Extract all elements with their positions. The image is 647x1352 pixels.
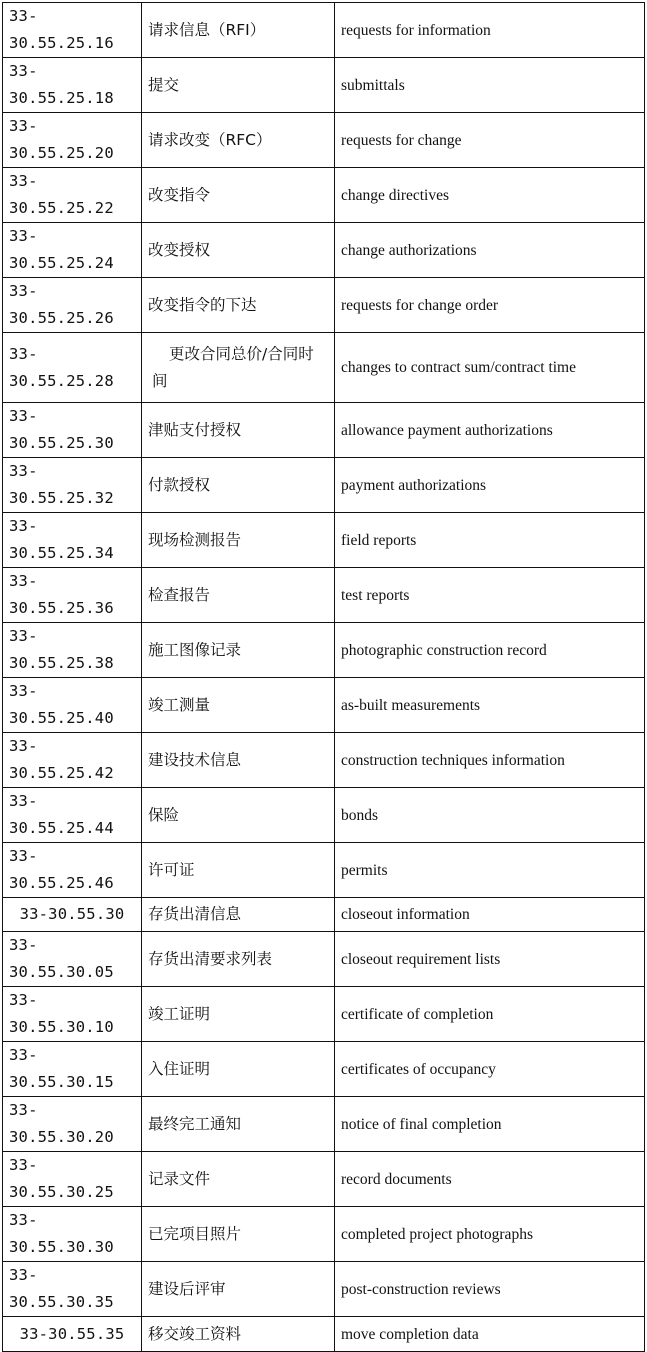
table-row	[3, 1262, 645, 1317]
chinese-term-cell: 移交竣工资料	[142, 1317, 335, 1352]
table-row	[3, 1097, 645, 1152]
table-row	[3, 1152, 645, 1207]
chinese-term-cell: 改变指令的下达	[142, 278, 335, 333]
code-cell: 33-30.55.25.28	[3, 333, 142, 403]
code-cell: 33-30.55.25.44	[3, 788, 142, 843]
chinese-term-cell: 请求信息（RFI）	[142, 3, 335, 58]
table-row	[3, 278, 645, 333]
english-term-cell: notice of final completion	[335, 1097, 645, 1152]
english-term-cell: as-built measurements	[335, 678, 645, 733]
chinese-term-cell: 付款授权	[142, 458, 335, 513]
english-term-cell: completed project photographs	[335, 1207, 645, 1262]
chinese-term-cell: 改变指令	[142, 168, 335, 223]
chinese-term-cell: 许可证	[142, 843, 335, 898]
code-cell: 33-30.55.25.30	[3, 403, 142, 458]
english-term-cell: change authorizations	[335, 223, 645, 278]
code-cell: 33-30.55.25.22	[3, 168, 142, 223]
chinese-term-cell: 最终完工通知	[142, 1097, 335, 1152]
english-term-cell: construction techniques information	[335, 733, 645, 788]
english-term-cell: payment authorizations	[335, 458, 645, 513]
code-cell: 33-30.55.25.36	[3, 568, 142, 623]
code-cell: 33-30.55.25.16	[3, 3, 142, 58]
code-cell: 33-30.55.30.10	[3, 987, 142, 1042]
chinese-term-cell: 请求改变（RFC）	[142, 113, 335, 168]
chinese-term-cell: 更改合同总价/合同时间	[142, 333, 335, 403]
code-cell: 33-30.55.30	[3, 898, 142, 932]
code-cell: 33-30.55.25.20	[3, 113, 142, 168]
table-row	[3, 932, 645, 987]
code-cell: 33-30.55.25.24	[3, 223, 142, 278]
table-row	[3, 168, 645, 223]
chinese-term-cell: 存货出清要求列表	[142, 932, 335, 987]
code-cell: 33-30.55.25.32	[3, 458, 142, 513]
table-row	[3, 1207, 645, 1262]
table-row	[3, 513, 645, 568]
code-cell: 33-30.55.25.38	[3, 623, 142, 678]
table-row	[3, 333, 645, 403]
chinese-term-cell: 提交	[142, 58, 335, 113]
english-term-cell: change directives	[335, 168, 645, 223]
table-row	[3, 223, 645, 278]
english-term-cell: requests for information	[335, 3, 645, 58]
code-cell: 33-30.55.30.35	[3, 1262, 142, 1317]
code-cell: 33-30.55.25.34	[3, 513, 142, 568]
code-cell: 33-30.55.30.20	[3, 1097, 142, 1152]
table-row	[3, 987, 645, 1042]
english-term-cell: permits	[335, 843, 645, 898]
code-cell: 33-30.55.25.18	[3, 58, 142, 113]
code-cell: 33-30.55.25.40	[3, 678, 142, 733]
english-term-cell: requests for change order	[335, 278, 645, 333]
english-term-cell: test reports	[335, 568, 645, 623]
chinese-term-cell: 存货出清信息	[142, 898, 335, 932]
table-row	[3, 733, 645, 788]
code-cell: 33-30.55.25.42	[3, 733, 142, 788]
chinese-term-cell: 已完项目照片	[142, 1207, 335, 1262]
english-term-cell: photographic construction record	[335, 623, 645, 678]
english-term-cell: certificates of occupancy	[335, 1042, 645, 1097]
code-cell: 33-30.55.30.25	[3, 1152, 142, 1207]
english-term-cell: closeout requirement lists	[335, 932, 645, 987]
chinese-term-cell: 施工图像记录	[142, 623, 335, 678]
table-row	[3, 458, 645, 513]
table-row	[3, 1042, 645, 1097]
code-cell: 33-30.55.30.30	[3, 1207, 142, 1262]
table-row	[3, 113, 645, 168]
english-term-cell: bonds	[335, 788, 645, 843]
chinese-term-cell: 建设后评审	[142, 1262, 335, 1317]
chinese-term-cell: 竣工测量	[142, 678, 335, 733]
chinese-term-cell: 改变授权	[142, 223, 335, 278]
english-term-cell: record documents	[335, 1152, 645, 1207]
table-row	[3, 403, 645, 458]
english-term-cell: move completion data	[335, 1317, 645, 1352]
chinese-term-cell: 竣工证明	[142, 987, 335, 1042]
code-cell: 33-30.55.25.26	[3, 278, 142, 333]
english-term-cell: closeout information	[335, 898, 645, 932]
terms-table	[2, 2, 645, 1352]
english-term-cell: certificate of completion	[335, 987, 645, 1042]
code-cell: 33-30.55.30.15	[3, 1042, 142, 1097]
chinese-term-cell: 保险	[142, 788, 335, 843]
table-row	[3, 623, 645, 678]
table-row	[3, 568, 645, 623]
english-term-cell: requests for change	[335, 113, 645, 168]
chinese-term-cell: 入住证明	[142, 1042, 335, 1097]
table-row	[3, 3, 645, 58]
code-cell: 33-30.55.35	[3, 1317, 142, 1352]
terms-table-body	[3, 3, 645, 1352]
table-row	[3, 788, 645, 843]
chinese-term-cell: 检查报告	[142, 568, 335, 623]
english-term-cell: field reports	[335, 513, 645, 568]
english-term-cell: allowance payment authorizations	[335, 403, 645, 458]
chinese-term-cell: 建设技术信息	[142, 733, 335, 788]
english-term-cell: submittals	[335, 58, 645, 113]
code-cell: 33-30.55.25.46	[3, 843, 142, 898]
english-term-cell: changes to contract sum/contract time	[335, 333, 645, 403]
table-row	[3, 843, 645, 898]
table-row	[3, 58, 645, 113]
chinese-term-cell: 津贴支付授权	[142, 403, 335, 458]
table-row	[3, 898, 645, 932]
code-cell: 33-30.55.30.05	[3, 932, 142, 987]
chinese-term-cell: 现场检测报告	[142, 513, 335, 568]
table-row	[3, 678, 645, 733]
english-term-cell: post-construction reviews	[335, 1262, 645, 1317]
table-row	[3, 1317, 645, 1352]
chinese-term-cell: 记录文件	[142, 1152, 335, 1207]
